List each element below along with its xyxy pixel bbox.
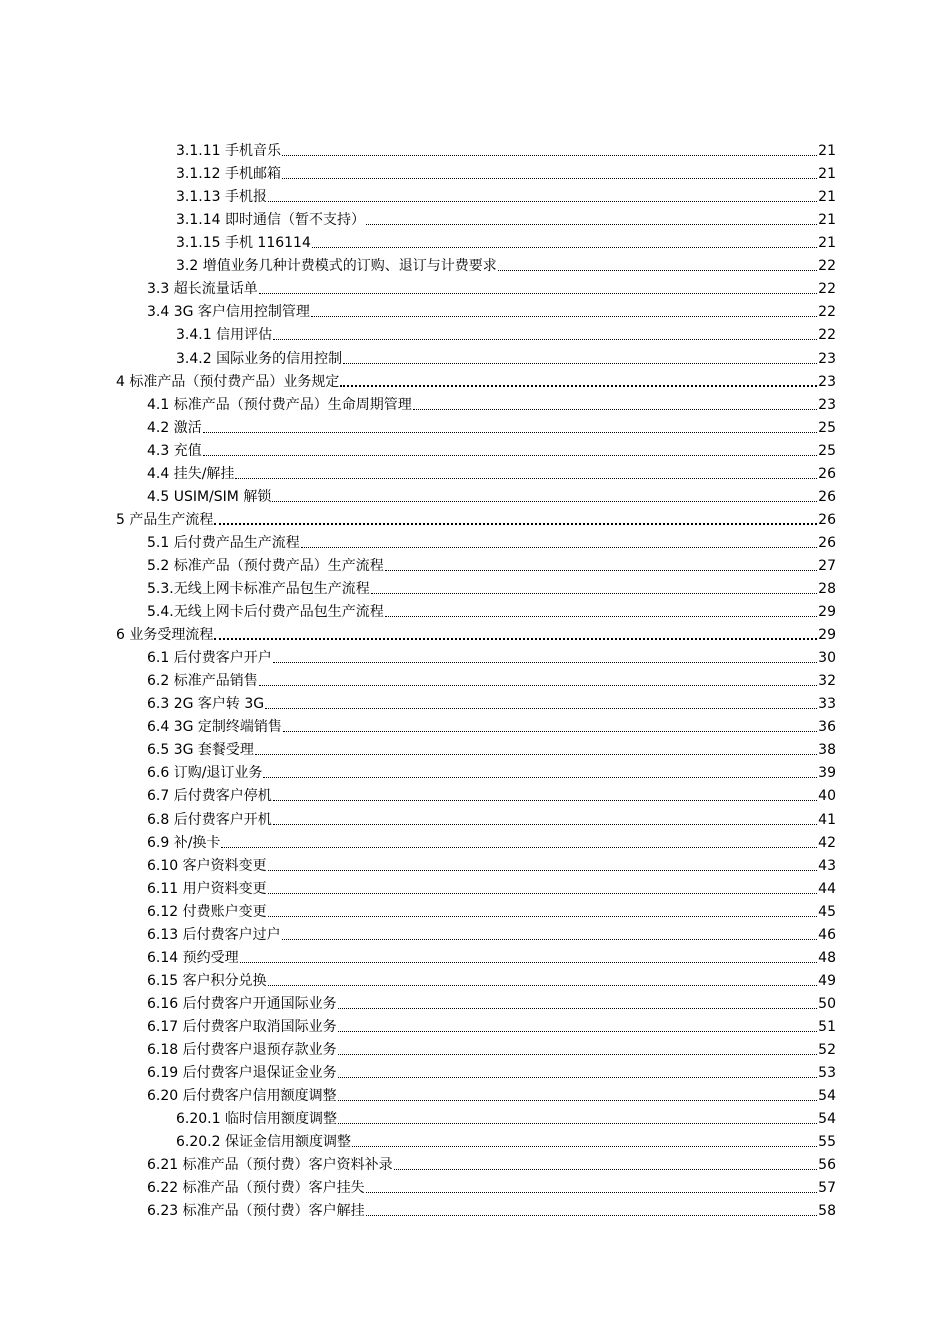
toc-entry-title: 6.14 预约受理 xyxy=(147,949,239,966)
toc-entry[interactable] xyxy=(147,1059,836,1082)
toc-entry-page: 21 xyxy=(818,212,836,229)
toc-entry-page: 23 xyxy=(818,396,836,413)
toc-entry-title: 3.4.2 国际业务的信用控制 xyxy=(176,350,343,367)
toc-entry-title: 6.6 订购/退订业务 xyxy=(147,765,263,782)
dot-leader xyxy=(413,399,817,410)
toc-entry-page: 40 xyxy=(818,788,836,805)
toc-entry-title: 6.22 标准产品（预付费）客户挂失 xyxy=(147,1180,365,1197)
toc-entry[interactable] xyxy=(147,483,836,506)
dot-leader xyxy=(268,883,818,894)
toc-entry-page: 51 xyxy=(818,1018,836,1035)
toc-entry[interactable] xyxy=(176,183,836,206)
toc-entry[interactable] xyxy=(147,529,836,552)
toc-entry-page: 29 xyxy=(818,627,836,643)
dot-leader xyxy=(366,1182,818,1193)
toc-entry-title: 4.3 充值 xyxy=(147,442,202,459)
toc-entry-page: 26 xyxy=(818,534,836,551)
toc-entry[interactable] xyxy=(176,345,836,368)
toc-entry[interactable] xyxy=(147,806,836,829)
toc-entry[interactable] xyxy=(116,506,836,529)
toc-entry-page: 32 xyxy=(818,673,836,690)
toc-entry-title: 6.17 后付费客户取消国际业务 xyxy=(147,1018,337,1035)
toc-entry[interactable] xyxy=(176,1128,836,1151)
toc-entry[interactable] xyxy=(147,782,836,805)
toc-entry[interactable] xyxy=(147,598,836,621)
toc-entry-page: 42 xyxy=(818,834,836,851)
dot-leader xyxy=(352,1136,817,1147)
dot-leader xyxy=(371,583,817,594)
dot-leader xyxy=(268,860,818,871)
toc-entry[interactable] xyxy=(147,690,836,713)
toc-entry-title: 3.3 超长流量话单 xyxy=(147,281,258,298)
dot-leader xyxy=(338,1021,818,1032)
toc-entry[interactable] xyxy=(147,437,836,460)
toc-entry-title: 4.4 挂失/解挂 xyxy=(147,465,235,482)
toc-entry-page: 26 xyxy=(818,465,836,482)
toc-entry-title: 6.20 后付费客户信用额度调整 xyxy=(147,1088,337,1105)
dot-leader xyxy=(214,628,817,640)
toc-entry[interactable] xyxy=(176,321,836,344)
dot-leader xyxy=(343,353,817,364)
dot-leader xyxy=(498,260,817,271)
dot-leader xyxy=(259,283,817,294)
toc-entry[interactable] xyxy=(147,575,836,598)
toc-entry-page: 54 xyxy=(818,1088,836,1105)
toc-entry-page: 56 xyxy=(818,1157,836,1174)
toc-entry-title: 3.2 增值业务几种计费模式的订购、退订与计费要求 xyxy=(176,258,497,275)
toc-entry-page: 22 xyxy=(818,258,836,275)
toc-entry-page: 21 xyxy=(818,235,836,252)
dot-leader xyxy=(203,422,817,433)
toc-entry-page: 23 xyxy=(818,350,836,367)
toc-entry[interactable] xyxy=(147,713,836,736)
toc-entry[interactable] xyxy=(147,852,836,875)
toc-entry[interactable] xyxy=(176,1105,836,1128)
toc-entry-page: 30 xyxy=(818,650,836,667)
dot-leader xyxy=(268,191,817,202)
toc-entry-title: 6.3 2G 客户转 3G xyxy=(147,696,265,713)
toc-entry-page: 48 xyxy=(818,949,836,966)
dot-leader xyxy=(272,491,817,502)
toc-entry[interactable] xyxy=(147,552,836,575)
toc-entry[interactable] xyxy=(176,206,836,229)
toc-entry-page: 33 xyxy=(818,696,836,713)
toc-entry-page: 57 xyxy=(818,1180,836,1197)
dot-leader xyxy=(340,375,817,387)
dot-leader xyxy=(203,445,817,456)
toc-entry-title: 6 业务受理流程 xyxy=(116,627,214,643)
toc-entry-title: 3.1.15 手机 116114 xyxy=(176,235,311,252)
toc-entry[interactable] xyxy=(147,759,836,782)
toc-entry-page: 50 xyxy=(818,995,836,1012)
dot-leader xyxy=(268,906,818,917)
dot-leader xyxy=(311,306,817,317)
dot-leader xyxy=(273,814,817,825)
toc-entry-title: 3.4 3G 客户信用控制管理 xyxy=(147,304,310,321)
toc-entry-page: 53 xyxy=(818,1065,836,1081)
toc-entry[interactable] xyxy=(147,1036,836,1059)
toc-entry-title: 4.1 标准产品（预付费产品）生命周期管理 xyxy=(147,396,412,413)
toc-entry[interactable] xyxy=(147,829,836,852)
toc-entry[interactable] xyxy=(147,460,836,483)
toc-entry-title: 3.1.13 手机报 xyxy=(176,189,267,206)
toc-entry-title: 6.20.2 保证金信用额度调整 xyxy=(176,1134,351,1151)
toc-entry[interactable] xyxy=(116,621,836,644)
toc-entry[interactable] xyxy=(147,944,836,967)
toc-entry[interactable] xyxy=(147,736,836,759)
toc-entry[interactable] xyxy=(116,368,836,391)
toc-entry-title: 6.13 后付费客户过户 xyxy=(147,926,281,943)
toc-entry-title: 6.10 客户资料变更 xyxy=(147,857,267,874)
toc-entry[interactable] xyxy=(147,990,836,1013)
toc-entry-page: 22 xyxy=(818,327,836,344)
toc-entry-page: 45 xyxy=(818,903,836,920)
toc-entry[interactable] xyxy=(176,137,836,160)
toc-entry-title: 6.11 用户资料变更 xyxy=(147,880,267,897)
toc-entry-title: 6.4 3G 定制终端销售 xyxy=(147,719,282,736)
toc-entry-page: 44 xyxy=(818,880,836,897)
dot-leader xyxy=(282,145,817,156)
toc-entry-page: 52 xyxy=(818,1042,836,1058)
dot-leader xyxy=(273,790,817,801)
toc-entry-title: 6.15 客户积分兑换 xyxy=(147,972,267,989)
toc-entry[interactable] xyxy=(147,898,836,921)
toc-entry-page: 21 xyxy=(818,166,836,183)
toc-entry-title: 4.5 USIM/SIM 解锁 xyxy=(147,488,272,505)
dot-leader xyxy=(338,1113,817,1124)
toc-entry-title: 6.21 标准产品（预付费）客户资料补录 xyxy=(147,1157,393,1174)
toc-entry-title: 4.2 激活 xyxy=(147,419,202,436)
dot-leader xyxy=(338,1067,818,1078)
dot-leader xyxy=(394,1159,818,1170)
toc-entry[interactable] xyxy=(147,275,836,298)
toc-entry-page: 27 xyxy=(818,557,836,574)
toc-entry-page: 29 xyxy=(818,604,836,620)
toc-entry[interactable] xyxy=(147,1013,836,1036)
toc-entry-page: 39 xyxy=(818,765,836,782)
toc-entry-page: 26 xyxy=(818,511,836,528)
toc-entry-page: 43 xyxy=(818,857,836,874)
dot-leader xyxy=(312,237,817,248)
toc-entry-title: 6.2 标准产品销售 xyxy=(147,673,258,690)
toc-entry-title: 6.9 补/换卡 xyxy=(147,834,221,851)
toc-entry-title: 6.8 后付费客户开机 xyxy=(147,811,272,828)
toc-entry-title: 5.4.无线上网卡后付费产品包生产流程 xyxy=(147,604,384,620)
toc-entry-title: 6.23 标准产品（预付费）客户解挂 xyxy=(147,1203,365,1220)
dot-leader xyxy=(268,975,818,986)
dot-leader xyxy=(282,168,817,179)
toc-entry[interactable] xyxy=(147,391,836,414)
toc-entry-title: 6.12 付费账户变更 xyxy=(147,903,267,920)
dot-leader xyxy=(273,329,817,340)
dot-leader xyxy=(259,675,817,686)
toc-entry-title: 6.1 后付费客户开户 xyxy=(147,650,272,667)
dot-leader xyxy=(338,1090,818,1101)
dot-leader xyxy=(214,513,817,525)
toc-entry-page: 23 xyxy=(818,373,836,390)
toc-entry[interactable] xyxy=(147,921,836,944)
toc-entry-title: 5 产品生产流程 xyxy=(116,511,214,528)
dot-leader xyxy=(338,998,818,1009)
toc-entry[interactable] xyxy=(147,298,836,321)
toc-entry[interactable] xyxy=(147,1174,836,1197)
dot-leader xyxy=(263,767,817,778)
toc-entry[interactable] xyxy=(147,644,836,667)
dot-leader xyxy=(282,929,818,940)
dot-leader xyxy=(240,952,818,963)
toc-entry[interactable] xyxy=(176,252,836,275)
dot-leader xyxy=(338,1044,818,1055)
toc-entry-title: 5.1 后付费产品生产流程 xyxy=(147,534,300,551)
toc-entry-page: 46 xyxy=(818,926,836,943)
toc-entry-page: 21 xyxy=(818,143,836,159)
toc-entry-title: 3.1.11 手机音乐 xyxy=(176,143,281,159)
toc-entry-page: 36 xyxy=(818,719,836,736)
toc-entry-page: 49 xyxy=(818,972,836,989)
dot-leader xyxy=(385,560,817,571)
toc-entry-page: 55 xyxy=(818,1134,836,1151)
dot-leader xyxy=(221,837,817,848)
toc-entry-title: 5.3.无线上网卡标准产品包生产流程 xyxy=(147,581,370,597)
dot-leader xyxy=(385,606,817,617)
toc-entry-page: 26 xyxy=(818,488,836,505)
toc-entry[interactable] xyxy=(147,1082,836,1105)
dot-leader xyxy=(366,214,817,225)
toc-entry-title: 3.4.1 信用评估 xyxy=(176,327,273,344)
toc-entry-page: 25 xyxy=(818,442,836,459)
toc-entry[interactable] xyxy=(147,967,836,990)
dot-leader xyxy=(255,744,817,755)
toc-entry[interactable] xyxy=(147,1197,836,1220)
toc-entry-title: 6.5 3G 套餐受理 xyxy=(147,742,254,759)
toc-entry[interactable] xyxy=(147,1151,836,1174)
toc-entry-title: 5.2 标准产品（预付费产品）生产流程 xyxy=(147,557,384,574)
dot-leader xyxy=(273,652,817,663)
toc-entry-title: 3.1.14 即时通信（暂不支持） xyxy=(176,212,365,229)
toc-entry-title: 3.1.12 手机邮箱 xyxy=(176,166,281,183)
toc-entry-title: 6.19 后付费客户退保证金业务 xyxy=(147,1065,337,1081)
toc-entry-page: 38 xyxy=(818,742,836,759)
toc-entry-title: 6.16 后付费客户开通国际业务 xyxy=(147,995,337,1012)
toc-entry-page: 22 xyxy=(818,304,836,321)
toc-entry-title: 4 标准产品（预付费产品）业务规定 xyxy=(116,373,340,390)
toc-entry-page: 22 xyxy=(818,281,836,298)
dot-leader xyxy=(235,468,817,479)
toc-entry[interactable] xyxy=(147,667,836,690)
toc-entry[interactable] xyxy=(147,414,836,437)
dot-leader xyxy=(301,537,817,548)
toc-entry-page: 54 xyxy=(818,1111,836,1128)
toc-entry-page: 41 xyxy=(818,811,836,828)
dot-leader xyxy=(366,1205,818,1216)
toc-entry[interactable] xyxy=(176,160,836,183)
toc-entry-page: 58 xyxy=(818,1203,836,1220)
toc-entry-page: 28 xyxy=(818,581,836,597)
toc-entry-page: 21 xyxy=(818,189,836,206)
toc-entry-page: 25 xyxy=(818,419,836,436)
toc-entry-title: 6.20.1 临时信用额度调整 xyxy=(176,1111,337,1128)
dot-leader xyxy=(283,721,817,732)
toc-entry-title: 6.18 后付费客户退预存款业务 xyxy=(147,1042,337,1058)
toc-entry[interactable] xyxy=(147,875,836,898)
dot-leader xyxy=(265,698,817,709)
toc-entry-title: 6.7 后付费客户停机 xyxy=(147,788,272,805)
toc-entry[interactable] xyxy=(176,229,836,252)
